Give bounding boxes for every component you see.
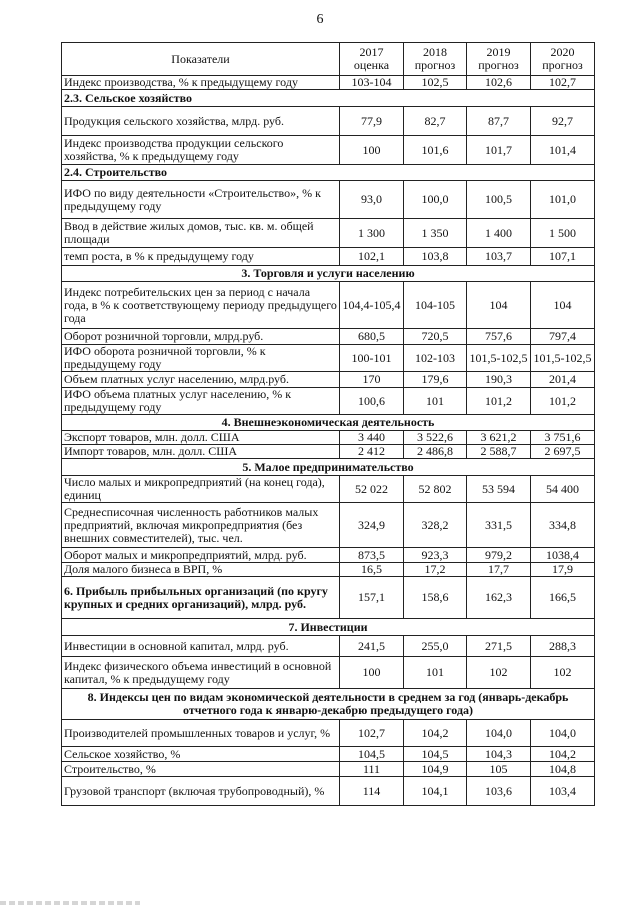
value-cell: 100-101: [340, 345, 404, 372]
value-cell: 104,5: [340, 747, 404, 762]
table-row: [62, 476, 595, 503]
section-title: 2.3. Сельское хозяйство: [62, 90, 595, 107]
value-cell: 100: [340, 136, 404, 165]
section-row: [62, 459, 595, 476]
value-cell: 104,5: [404, 747, 467, 762]
table-row: [62, 329, 595, 345]
value-cell: 103,7: [467, 248, 531, 266]
value-cell: 103,8: [404, 248, 467, 266]
value-cell: 104,8: [531, 762, 595, 777]
value-cell: 17,2: [404, 563, 467, 577]
indicator-label: Среднесписочная численность работников малых предприятий, включая микропредприятия (без внешних совместителей), тыс. чел.: [62, 503, 340, 548]
value-cell: 54 400: [531, 476, 595, 503]
indicator-label: Сельское хозяйство, %: [62, 747, 340, 762]
indicator-label: Индекс производства продукции сельского хозяйства, % к предыдущему году: [62, 136, 340, 165]
indicator-label: Индекс физического объема инвестиций в основной капитал, % к предыдущему году: [62, 657, 340, 689]
value-cell: 101,5-102,5: [467, 345, 531, 372]
scan-edge-artifact: [0, 901, 140, 905]
value-cell: 328,2: [404, 503, 467, 548]
value-cell: 102,1: [340, 248, 404, 266]
value-cell: 87,7: [467, 107, 531, 136]
value-cell: 1 350: [404, 219, 467, 248]
value-cell: 101,5-102,5: [531, 345, 595, 372]
table-header: [62, 43, 595, 76]
value-cell: 334,8: [531, 503, 595, 548]
year-label: 2020: [550, 45, 575, 59]
value-cell: 923,3: [404, 548, 467, 563]
year-label: 2017: [359, 45, 384, 59]
section-row: [62, 689, 595, 720]
indicator-label: ИФО объема платных услуг населению, % к предыдущему году: [62, 388, 340, 415]
value-cell: 17,7: [467, 563, 531, 577]
value-cell: 104,9: [404, 762, 467, 777]
table-row: [62, 388, 595, 415]
value-cell: 53 594: [467, 476, 531, 503]
value-cell: 324,9: [340, 503, 404, 548]
value-cell: 104: [531, 282, 595, 329]
table-row: [62, 219, 595, 248]
value-cell: 52 022: [340, 476, 404, 503]
value-cell: 1 300: [340, 219, 404, 248]
indicator-label: Индекс потребительских цен за период с начала года, в % к соответствующему периоду предыдущего года: [62, 282, 340, 329]
section-title: 5. Малое предпринимательство: [62, 459, 595, 476]
value-cell: 102,5: [404, 76, 467, 90]
value-cell: 101,0: [531, 181, 595, 219]
value-cell: 873,5: [340, 548, 404, 563]
value-cell: 797,4: [531, 329, 595, 345]
indicator-header: Показатели: [62, 43, 340, 76]
table-row: [62, 372, 595, 388]
value-cell: 92,7: [531, 107, 595, 136]
value-cell: 757,6: [467, 329, 531, 345]
table-row: [62, 747, 595, 762]
value-cell: 720,5: [404, 329, 467, 345]
value-cell: 100,6: [340, 388, 404, 415]
value-cell: 2 697,5: [531, 445, 595, 459]
table-row: [62, 345, 595, 372]
table-row: [62, 107, 595, 136]
year-kind: прогноз: [478, 58, 519, 72]
table-row: [62, 577, 595, 619]
value-cell: 103-104: [340, 76, 404, 90]
value-cell: 104,2: [531, 747, 595, 762]
value-cell: 979,2: [467, 548, 531, 563]
section-row: [62, 90, 595, 107]
indicator-label: Инвестиции в основной капитал, млрд. руб.: [62, 636, 340, 657]
indicator-label: Импорт товаров, млн. долл. США: [62, 445, 340, 459]
value-cell: 77,9: [340, 107, 404, 136]
value-cell: 680,5: [340, 329, 404, 345]
value-cell: 2 486,8: [404, 445, 467, 459]
value-cell: 107,1: [531, 248, 595, 266]
value-cell: 100: [340, 657, 404, 689]
value-cell: 1 400: [467, 219, 531, 248]
table-row: [62, 548, 595, 563]
page-number: 6: [316, 12, 324, 27]
value-cell: 101,7: [467, 136, 531, 165]
value-cell: 170: [340, 372, 404, 388]
value-cell: 3 440: [340, 431, 404, 445]
value-cell: 102: [531, 657, 595, 689]
year-kind: прогноз: [542, 58, 583, 72]
indicator-label: Число малых и микропредприятий (на конец года), единиц: [62, 476, 340, 503]
table-row: [62, 762, 595, 777]
value-cell: 101,2: [531, 388, 595, 415]
year-header: [340, 43, 404, 76]
year-kind: оценка: [353, 58, 390, 72]
value-cell: 3 522,6: [404, 431, 467, 445]
table-row: [62, 720, 595, 747]
table-row: [62, 445, 595, 459]
value-cell: 104,0: [467, 720, 531, 747]
value-cell: 201,4: [531, 372, 595, 388]
indicator-label: ИФО оборота розничной торговли, % к предыдущему году: [62, 345, 340, 372]
value-cell: 104-105: [404, 282, 467, 329]
value-cell: 16,5: [340, 563, 404, 577]
table-row: [62, 777, 595, 806]
value-cell: 103,6: [467, 777, 531, 806]
value-cell: 241,5: [340, 636, 404, 657]
section-title: 7. Инвестиции: [62, 619, 595, 636]
value-cell: 101,4: [531, 136, 595, 165]
value-cell: 103,4: [531, 777, 595, 806]
section-row: [62, 619, 595, 636]
value-cell: 166,5: [531, 577, 595, 619]
value-cell: 104,1: [404, 777, 467, 806]
value-cell: 82,7: [404, 107, 467, 136]
value-cell: 288,3: [531, 636, 595, 657]
value-cell: 179,6: [404, 372, 467, 388]
value-cell: 3 751,6: [531, 431, 595, 445]
section-row: [62, 165, 595, 181]
value-cell: 111: [340, 762, 404, 777]
table-row: [62, 282, 595, 329]
value-cell: 102-103: [404, 345, 467, 372]
value-cell: 2 412: [340, 445, 404, 459]
table-row: [62, 76, 595, 90]
value-cell: 17,9: [531, 563, 595, 577]
indicator-label: Оборот розничной торговли, млрд.руб.: [62, 329, 340, 345]
indicator-label: 6. Прибыль прибыльных организаций (по кругу крупных и средних организаций), млрд. руб.: [62, 577, 340, 619]
value-cell: 190,3: [467, 372, 531, 388]
value-cell: 271,5: [467, 636, 531, 657]
value-cell: 100,0: [404, 181, 467, 219]
value-cell: 104,4-105,4: [340, 282, 404, 329]
section-title: 4. Внешнеэкономическая деятельность: [62, 415, 595, 431]
indicator-label: Объем платных услуг населению, млрд.руб.: [62, 372, 340, 388]
year-label: 2019: [486, 45, 511, 59]
value-cell: 102,7: [340, 720, 404, 747]
indicator-label: Строительство, %: [62, 762, 340, 777]
value-cell: 162,3: [467, 577, 531, 619]
table-row: [62, 136, 595, 165]
year-header: [531, 43, 595, 76]
value-cell: 102: [467, 657, 531, 689]
value-cell: 104,0: [531, 720, 595, 747]
indicator-label: Экспорт товаров, млн. долл. США: [62, 431, 340, 445]
table-row: [62, 181, 595, 219]
value-cell: 3 621,2: [467, 431, 531, 445]
indicator-label: темп роста, в % к предыдущему году: [62, 248, 340, 266]
year-label: 2018: [423, 45, 447, 59]
indicator-label: Производителей промышленных товаров и услуг, %: [62, 720, 340, 747]
value-cell: 105: [467, 762, 531, 777]
section-title: 8. Индексы цен по видам экономической деятельности в среднем за год (январь-декабрь отчетного года к январю-декабрю предыдущего года): [62, 689, 595, 720]
indicator-label: ИФО по виду деятельности «Строительство», % к предыдущему году: [62, 181, 340, 219]
value-cell: 104,2: [404, 720, 467, 747]
year-header: [404, 43, 467, 76]
table-row: [62, 636, 595, 657]
value-cell: 114: [340, 777, 404, 806]
value-cell: 157,1: [340, 577, 404, 619]
value-cell: 102,6: [467, 76, 531, 90]
table-row: [62, 503, 595, 548]
year-header: [467, 43, 531, 76]
value-cell: 104,3: [467, 747, 531, 762]
section-row: [62, 266, 595, 282]
table-row: [62, 563, 595, 577]
value-cell: 101: [404, 657, 467, 689]
indicator-label: Грузовой транспорт (включая трубопроводный), %: [62, 777, 340, 806]
value-cell: 331,5: [467, 503, 531, 548]
value-cell: 101,2: [467, 388, 531, 415]
table-body: [62, 76, 595, 806]
section-row: [62, 415, 595, 431]
value-cell: 1038,4: [531, 548, 595, 563]
value-cell: 158,6: [404, 577, 467, 619]
value-cell: 104: [467, 282, 531, 329]
value-cell: 52 802: [404, 476, 467, 503]
indicator-label: Ввод в действие жилых домов, тыс. кв. м. общей площади: [62, 219, 340, 248]
forecast-table: [61, 42, 595, 806]
value-cell: 1 500: [531, 219, 595, 248]
value-cell: 101: [404, 388, 467, 415]
section-title: 2.4. Строительство: [62, 165, 595, 181]
table-row: [62, 657, 595, 689]
section-title: 3. Торговля и услуги населению: [62, 266, 595, 282]
value-cell: 2 588,7: [467, 445, 531, 459]
value-cell: 101,6: [404, 136, 467, 165]
value-cell: 102,7: [531, 76, 595, 90]
indicator-label: Доля малого бизнеса в ВРП, %: [62, 563, 340, 577]
indicator-label: Индекс производства, % к предыдущему году: [62, 76, 340, 90]
indicator-label: Оборот малых и микропредприятий, млрд. руб.: [62, 548, 340, 563]
table-row: [62, 431, 595, 445]
value-cell: 255,0: [404, 636, 467, 657]
indicator-label: Продукция сельского хозяйства, млрд. руб.: [62, 107, 340, 136]
table-row: [62, 248, 595, 266]
value-cell: 93,0: [340, 181, 404, 219]
value-cell: 100,5: [467, 181, 531, 219]
year-kind: прогноз: [414, 58, 456, 72]
